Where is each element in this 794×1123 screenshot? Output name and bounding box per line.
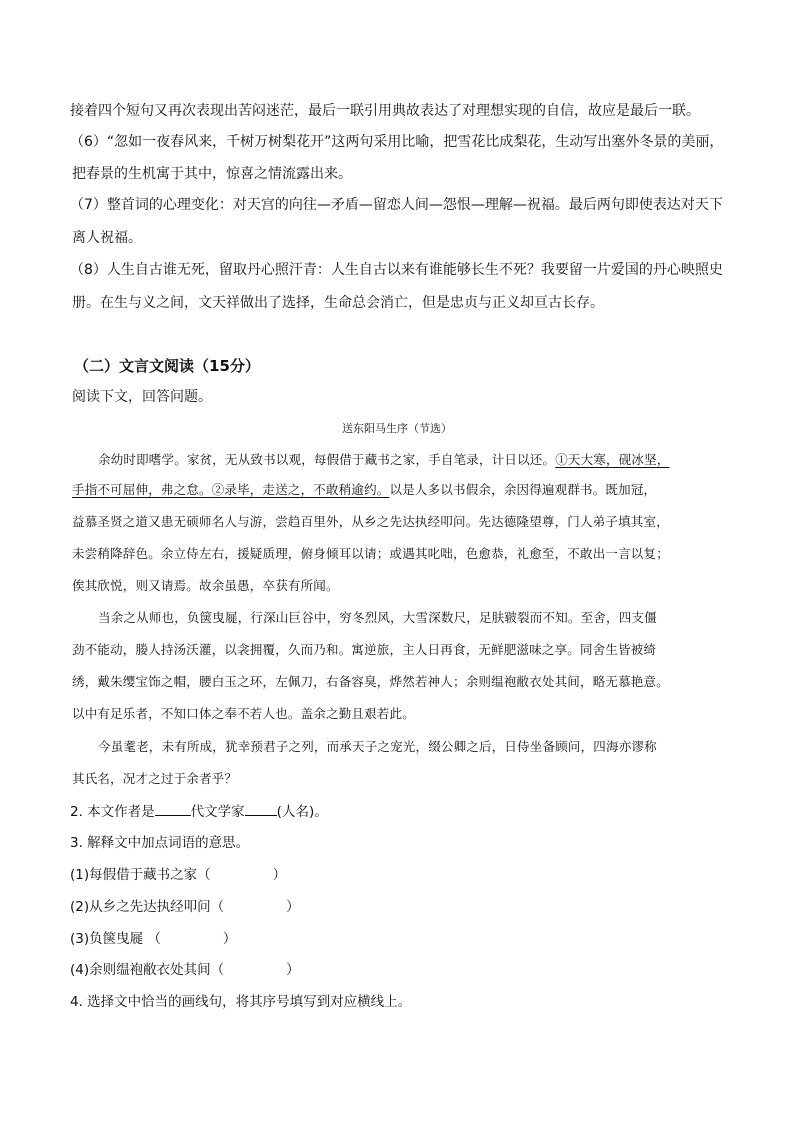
passage-title: 送东阳马生序（节选） [342,422,452,435]
passage-line: 今虽耄老，未有所成，犹幸预君子之列，而承天子之宠光，缀公卿之后，日侍坐备顾问，四海亦谬称 [98,739,657,754]
analysis-item-8-line-1: （8）人生自古谁无死，留取丹心照汗青：人生自古以来有谁能够长生不死？我要留一片爱国的丹心映照史 [70,262,723,278]
section-heading: （二）文言文阅读（15分） [74,357,260,375]
passage-line: 绣，戴朱缨宝饰之帽，腰白玉之环，左佩刀，右备容臭，烨然若神人；余则缊袍敝衣处其间，略无慕艳意。 [72,674,669,689]
answer-blank-author[interactable] [245,801,277,816]
passage-line: 劲不能动，媵人持汤沃灌，以衾拥覆，久而乃和。寓逆旅，主人日再食，无鲜肥滋味之享。同舍生皆被绮 [72,642,657,657]
passage-line: 其氏名，况才之过于余者乎？ [72,771,238,786]
answer-blank-dynasty[interactable] [155,801,191,816]
passage-line: 未尝稍降辞色。余立侍左右，援疑质理，俯身倾耳以请；或遇其叱咄，色愈恭，礼愈至，不敢出一言以复； [72,546,669,561]
passage-line [72,481,732,499]
question-4: 4. 选择文中恰当的画线句，将其序号填写到对应横线上。 [70,994,412,1010]
analysis-item-7-line-1: （7）整首词的心理变化：对天宫的向往—矛盾—留恋人间—怨恨—理解—祝福。最后两句即使表达对天下 [70,197,723,213]
question-2: 2. 本文作者是 代文学家 (人名)。 [70,801,730,822]
passage-line [98,451,758,469]
analysis-line-1: 接着四个短句又再次表现出苦闷迷茫，最后一联引用典故表达了对理想实现的自信，故应是最后一联。 [70,103,700,119]
question-3-item-2: (2)从乡之先达执经叩问（ ） [70,899,300,915]
underlined-sentence-2: ②录毕，走送之，不敢稍逾约。 [211,482,390,497]
passage-line: 当余之从师也，负箧曳屣，行深山巨谷中，穷冬烈风，大雪深数尺，足肤皲裂而不知。至舍，四支僵 [98,610,657,625]
analysis-item-8-line-2: 册。在生与义之间，文天祥做出了选择，生命总会消亡，但是忠贞与正义却亘古长存。 [72,295,604,311]
question-3-item-4: (4)余则缊袍敝衣处其间（ ） [70,962,300,978]
question-3: 3. 解释文中加点词语的意思。 [70,835,250,851]
question-3-item-3: (3)负箧曳屣 （ ） [70,931,237,947]
passage-line: 以中有足乐者，不知口体之奉不若人也。盖余之勤且艰若此。 [72,706,415,721]
analysis-item-7-line-2: 离人祝福。 [72,230,142,246]
passage-line: 益慕圣贤之道又患无硕师名人与游，尝趋百里外，从乡之先达执经叩问。先达德隆望尊，门人弟子填其室， [72,514,669,529]
analysis-item-6-line-2: 把春景的生机寓于其中，惊喜之情流露出来。 [72,166,352,182]
section-instruction: 阅读下文，回答问题。 [72,389,212,405]
question-3-item-1: (1)每假借于藏书之家（ ） [70,867,287,883]
passage-line: 俟其欣悦，则又请焉。故余虽愚，卒获有所闻。 [72,578,339,593]
passage-text: 以是人多以书假余，余因得遍观群书。既加冠， [389,482,657,497]
underlined-sentence-1: ①天大寒，砚冰坚， [555,452,670,467]
underlined-sentence-1-cont: 手指不可屈伸，弗之怠。 [72,482,212,497]
passage-text: 余幼时即嗜学。家贫，无从致书以观，每假借于藏书之家，手自笔录，计日以还。 [98,452,556,467]
analysis-item-6-line-1: （6）“忽如一夜春风来，千树万树梨花开”这两句采用比喻，把雪花比成梨花，生动写出塞外冬景的美丽， [70,134,724,150]
